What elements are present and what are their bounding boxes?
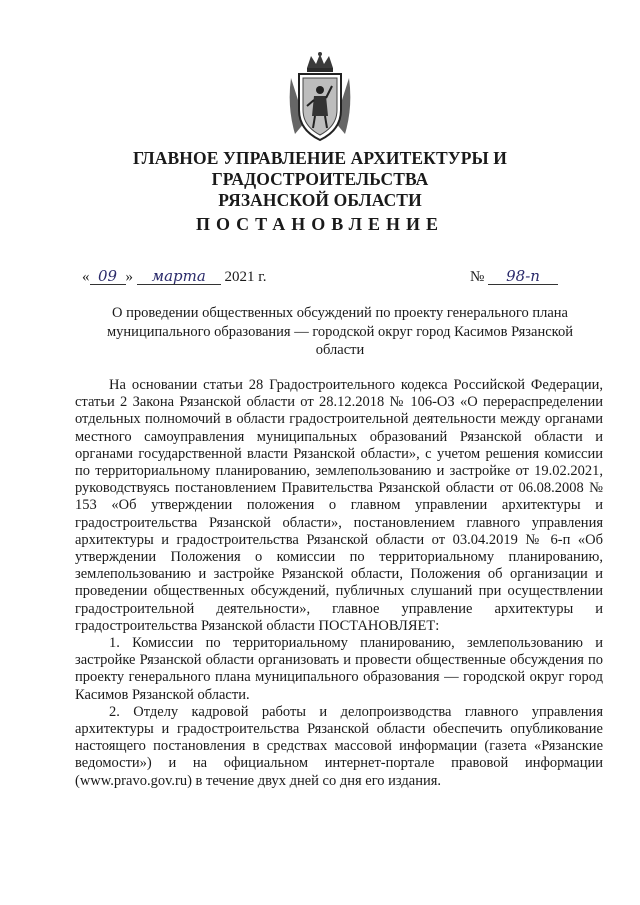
document-subject: О проведении общественных обсуждений по проекту генерального плана муниципального образования — городской округ город Касимов Рязанской области xyxy=(107,305,573,358)
coat-of-arms-icon xyxy=(285,52,355,144)
date-open-quote: « xyxy=(82,269,90,285)
date-close-quote: » xyxy=(125,269,133,285)
document-type-title: ПОСТАНОВЛЕНИЕ xyxy=(195,214,445,234)
date-month: марта xyxy=(137,268,221,285)
item-1-paragraph: 1. Комиссии по территориальному планированию, землепользованию и застройке Рязанской области организовать и провести общественные обсуждения по проекту генерального плана муниципального образования — городской округ город Касимов Рязанской области. xyxy=(75,635,603,703)
number-prefix: № xyxy=(470,269,485,285)
organization-name xyxy=(40,148,600,211)
document-body xyxy=(75,377,603,790)
item-2-paragraph: 2. Отделу кадровой работы и делопроизводства главного управления архитектуры и градостроительства Рязанской области обеспечить опубликование настоящего постановления в средствах массовой информации (газета «Рязанские ведомости») и на официальном интернет-портале правовой информации (www.pravo.gov.ru) в течение двух дней со дня его издания. xyxy=(75,703,603,789)
number-value: 98-п xyxy=(488,268,558,285)
date-year: 2021 г. xyxy=(224,269,267,285)
document-number xyxy=(470,268,558,286)
org-line-2: РЯЗАНСКОЙ ОБЛАСТИ xyxy=(218,190,422,210)
date-day: 09 xyxy=(90,268,126,285)
preamble-paragraph: На основании статьи 28 Градостроительного кодекса Российской Федерации, статьи 2 Закона Рязанской области от 28.12.2018 № 106-ОЗ «О перераспределении отдельных полномочий в области градостроительной деятельности между органами местного самоуправления муниципальных образований Рязанской области и органами государственной власти Рязанской области», с учетом решения комиссии по территориальному планированию, землепользованию и застройке от 19.02.2021, руководствуясь постановлением Правительства Рязанской области от 06.08.2008 № 153 «Об утверждении положения о главном управлении архитектуры и градостроительства Рязанской области», постановлением главного управления архитектуры и градостроительства Рязанской области от 03.04.2019 № 6-п «Об утверждении Положения о комиссии по территориальному планированию, землепользованию и застройке Рязанской области, Положения об организации и проведении общественных обсуждений, публичных слушаний при осуществлении градостроительной деятельности», главное управление архитектуры и градостроительства Рязанской области ПОСТАНОВЛЯЕТ: xyxy=(75,377,603,634)
document-date xyxy=(82,268,266,286)
org-line-1: ГЛАВНОЕ УПРАВЛЕНИЕ АРХИТЕКТУРЫ И ГРАДОСТРОИТЕЛЬСТВА xyxy=(133,148,507,189)
